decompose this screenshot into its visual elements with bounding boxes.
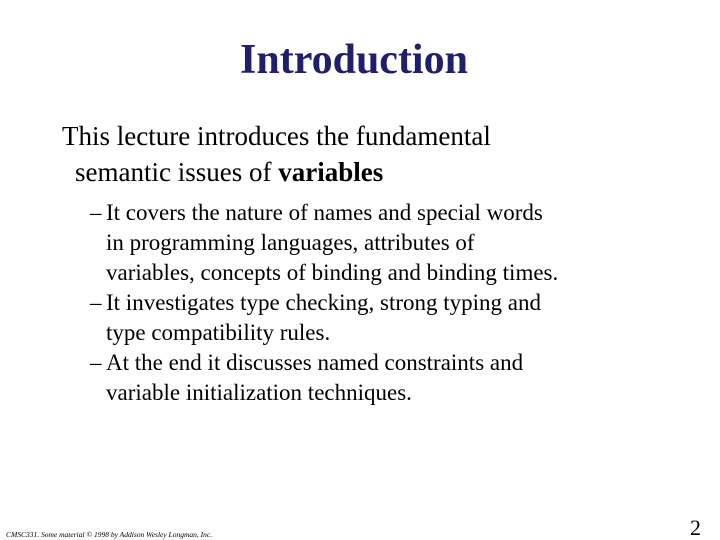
lead-line-1: This lecture introduces the fundamental	[62, 121, 491, 151]
slide-title: Introduction	[240, 37, 468, 83]
page-number: 2	[690, 515, 701, 540]
bullet-item	[90, 198, 690, 288]
bullet-line: It investigates type checking, strong typing and	[106, 290, 541, 315]
bullet-line: type compatibility rules.	[106, 320, 331, 345]
bullet-dash: –	[90, 290, 102, 315]
bullet-item	[90, 348, 690, 408]
bullet-line: At the end it discusses named constraints and	[106, 350, 524, 375]
bullet-item	[90, 288, 690, 348]
lead-line-2-text: semantic issues of	[75, 157, 279, 187]
bullet-line: in programming languages, attributes of	[106, 230, 475, 255]
lead-line-2	[62, 154, 662, 190]
lead-paragraph	[62, 118, 662, 190]
bullet-dash: –	[90, 350, 102, 375]
footer-copyright: CMSC331. Some material © 1998 by Addison Wesley Longman, Inc.	[6, 530, 213, 539]
bullet-list	[90, 198, 690, 408]
bullet-line: It covers the nature of names and special words	[106, 200, 543, 225]
bullet-line: variables, concepts of binding and binding times.	[106, 260, 559, 285]
lead-keyword: variables	[278, 157, 384, 187]
bullet-line: variable initialization techniques.	[106, 380, 412, 405]
bullet-dash: –	[90, 200, 102, 225]
